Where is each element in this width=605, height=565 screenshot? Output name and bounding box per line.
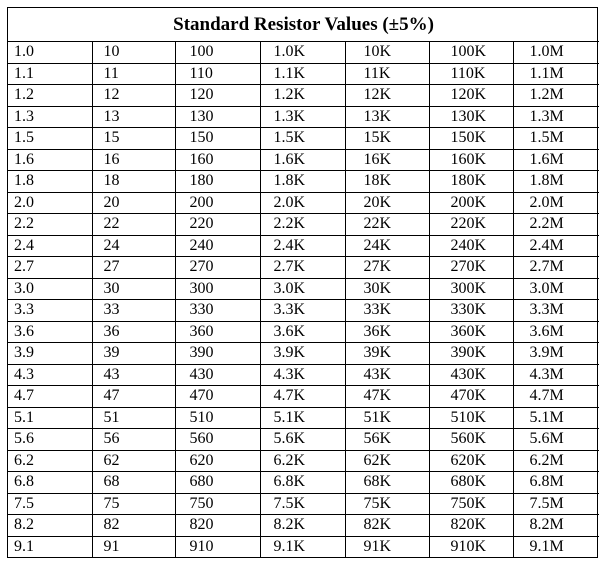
table-cell: 5.6K	[260, 429, 345, 451]
table-cell: 3.6K	[260, 321, 345, 343]
table-cell: 430	[175, 364, 260, 386]
table-cell: 130K	[429, 106, 513, 128]
table-cell: 820K	[429, 515, 513, 537]
table-cell: 22K	[345, 214, 429, 236]
table-cell: 10K	[345, 42, 429, 64]
table-cell: 1.2K	[260, 85, 345, 107]
table-cell: 1.3M	[513, 106, 599, 128]
table-cell: 3.3	[8, 300, 92, 322]
table-row	[8, 214, 599, 236]
table-cell: 1.2	[8, 85, 92, 107]
table-cell: 5.1	[8, 407, 92, 429]
table-cell: 13	[92, 106, 175, 128]
table-row	[8, 450, 599, 472]
table-cell: 3.3M	[513, 300, 599, 322]
table-cell: 510K	[429, 407, 513, 429]
table-row	[8, 149, 599, 171]
table-cell: 130	[175, 106, 260, 128]
table-cell: 1.2M	[513, 85, 599, 107]
table-cell: 15	[92, 128, 175, 150]
table-cell: 680K	[429, 472, 513, 494]
table-cell: 1.6	[8, 149, 92, 171]
table-cell: 11K	[345, 63, 429, 85]
table-cell: 1.8	[8, 171, 92, 193]
table-row	[8, 192, 599, 214]
table-cell: 6.2M	[513, 450, 599, 472]
table-cell: 1.1K	[260, 63, 345, 85]
table-cell: 2.4M	[513, 235, 599, 257]
table-cell: 750	[175, 493, 260, 515]
table-cell: 560K	[429, 429, 513, 451]
table-cell: 560	[175, 429, 260, 451]
table-cell: 100K	[429, 42, 513, 64]
table-cell: 4.7	[8, 386, 92, 408]
table-cell: 75K	[345, 493, 429, 515]
table-cell: 820	[175, 515, 260, 537]
table-cell: 27	[92, 257, 175, 279]
table-cell: 330	[175, 300, 260, 322]
table-cell: 390	[175, 343, 260, 365]
table-cell: 75	[92, 493, 175, 515]
table-cell: 7.5	[8, 493, 92, 515]
table-cell: 1.5	[8, 128, 92, 150]
table-cell: 1.6K	[260, 149, 345, 171]
table-cell: 3.9	[8, 343, 92, 365]
table-cell: 470K	[429, 386, 513, 408]
table-row	[8, 429, 599, 451]
table-cell: 2.4K	[260, 235, 345, 257]
table-cell: 360	[175, 321, 260, 343]
table-cell: 4.3	[8, 364, 92, 386]
table-cell: 62	[92, 450, 175, 472]
table-cell: 2.7M	[513, 257, 599, 279]
table-cell: 2.7	[8, 257, 92, 279]
table-cell: 30	[92, 278, 175, 300]
table-cell: 150K	[429, 128, 513, 150]
table-title: Standard Resistor Values (±5%)	[8, 8, 599, 42]
table-cell: 120K	[429, 85, 513, 107]
table-cell: 9.1	[8, 536, 92, 557]
table-cell: 1.0	[8, 42, 92, 64]
table-cell: 240K	[429, 235, 513, 257]
resistor-values-table	[8, 8, 599, 557]
table-cell: 47	[92, 386, 175, 408]
table-cell: 56K	[345, 429, 429, 451]
table-cell: 8.2M	[513, 515, 599, 537]
table-cell: 3.0M	[513, 278, 599, 300]
table-cell: 180	[175, 171, 260, 193]
table-body	[8, 42, 599, 558]
table-cell: 1.5M	[513, 128, 599, 150]
table-cell: 20K	[345, 192, 429, 214]
table-cell: 16	[92, 149, 175, 171]
table-cell: 33	[92, 300, 175, 322]
table-cell: 620	[175, 450, 260, 472]
table-row	[8, 321, 599, 343]
table-cell: 2.0	[8, 192, 92, 214]
table-cell: 300	[175, 278, 260, 300]
table-cell: 9.1M	[529, 537, 564, 555]
table-cell: 13K	[345, 106, 429, 128]
table-cell: 1.3	[8, 106, 92, 128]
table-cell: 1.0K	[260, 42, 345, 64]
table-cell: 2.0M	[513, 192, 599, 214]
table-cell: 390K	[429, 343, 513, 365]
table-row	[8, 536, 599, 557]
table-cell: 5.1K	[260, 407, 345, 429]
table-cell: 220	[175, 214, 260, 236]
table-cell: 39K	[345, 343, 429, 365]
table-row	[8, 106, 599, 128]
table-cell: 8.2K	[260, 515, 345, 537]
table-row	[8, 128, 599, 150]
table-cell: 2.2M	[513, 214, 599, 236]
table-cell: 1.8K	[260, 171, 345, 193]
table-cell: 91	[92, 536, 175, 557]
title-row	[8, 8, 599, 42]
table-cell: 62K	[345, 450, 429, 472]
table-cell: 43	[92, 364, 175, 386]
table-row	[8, 493, 599, 515]
table-cell: 150	[175, 128, 260, 150]
table-cell: 6.8	[8, 472, 92, 494]
table-cell: 220K	[429, 214, 513, 236]
table-cell: 3.6M	[513, 321, 599, 343]
table-cell: 39	[92, 343, 175, 365]
table-cell: 30K	[345, 278, 429, 300]
table-cell: 1.3K	[260, 106, 345, 128]
table-cell: 2.7K	[260, 257, 345, 279]
table-cell: 750K	[429, 493, 513, 515]
table-cell: 3.3K	[260, 300, 345, 322]
table-cell: 47K	[345, 386, 429, 408]
table-cell: 4.7K	[260, 386, 345, 408]
table-cell: 82K	[345, 515, 429, 537]
table-cell: 330K	[429, 300, 513, 322]
table-cell: 9.1K	[260, 536, 345, 557]
table-cell: 3.9M	[513, 343, 599, 365]
table-cell: 22	[92, 214, 175, 236]
table-row	[8, 42, 599, 64]
table-cell: 360K	[429, 321, 513, 343]
table-cell: 200K	[429, 192, 513, 214]
table-cell: 680	[175, 472, 260, 494]
table-cell: 5.6M	[513, 429, 599, 451]
table-cell: 910K	[429, 536, 513, 557]
table-cell: 3.0K	[260, 278, 345, 300]
table-cell: 91K	[345, 536, 429, 557]
table-cell: 430K	[429, 364, 513, 386]
table-cell: 240	[175, 235, 260, 257]
table-cell: 100	[175, 42, 260, 64]
table-cell: 6.8M	[513, 472, 599, 494]
table-cell: 7.5M	[513, 493, 599, 515]
table-cell: 470	[175, 386, 260, 408]
table-cell: 18	[92, 171, 175, 193]
table-row	[8, 407, 599, 429]
table-row	[8, 278, 599, 300]
table-cell: 6.2K	[260, 450, 345, 472]
table-cell: 51	[92, 407, 175, 429]
table-row	[8, 515, 599, 537]
table-row	[8, 257, 599, 279]
table-row	[8, 343, 599, 365]
table-cell: 300K	[429, 278, 513, 300]
table-cell: 8.2	[8, 515, 92, 537]
table-cell: 36K	[345, 321, 429, 343]
table-row	[8, 171, 599, 193]
table-cell: 24K	[345, 235, 429, 257]
table-row	[8, 85, 599, 107]
table-row	[8, 63, 599, 85]
table-cell: 11	[92, 63, 175, 85]
table-cell: 200	[175, 192, 260, 214]
table-cell: 270K	[429, 257, 513, 279]
table-cell: 1.0M	[513, 42, 599, 64]
table-row	[8, 364, 599, 386]
table-cell: 110	[175, 63, 260, 85]
table-cell: 12K	[345, 85, 429, 107]
table-cell: 910	[175, 536, 260, 557]
table-cell: 68	[92, 472, 175, 494]
table-cell: 1.1	[8, 63, 92, 85]
table-cell: 15K	[345, 128, 429, 150]
table-cell: 43K	[345, 364, 429, 386]
table-cell: 3.6	[8, 321, 92, 343]
table-cell: 56	[92, 429, 175, 451]
table-cell: 2.2	[8, 214, 92, 236]
table-cell: 18K	[345, 171, 429, 193]
table-cell: 5.6	[8, 429, 92, 451]
table-row	[8, 235, 599, 257]
table-row	[8, 386, 599, 408]
table-row	[8, 472, 599, 494]
table-cell: 7.5K	[260, 493, 345, 515]
table-cell: 4.3M	[513, 364, 599, 386]
table-cell: 10	[92, 42, 175, 64]
table-cell: 270	[175, 257, 260, 279]
table-cell: 68K	[345, 472, 429, 494]
table-cell: 24	[92, 235, 175, 257]
table-cell: 4.3K	[260, 364, 345, 386]
table-cell: 51K	[345, 407, 429, 429]
table-cell: 33K	[345, 300, 429, 322]
table-cell: 36	[92, 321, 175, 343]
table-cell: 3.9K	[260, 343, 345, 365]
table-cell: 1.6M	[513, 149, 599, 171]
table-cell: 160K	[429, 149, 513, 171]
table-cell: 20	[92, 192, 175, 214]
table-cell: 1.5K	[260, 128, 345, 150]
table-cell: 620K	[429, 450, 513, 472]
table-cell: 3.0	[8, 278, 92, 300]
table-cell: 82	[92, 515, 175, 537]
table-cell: 160	[175, 149, 260, 171]
table-row	[8, 300, 599, 322]
table-cell: 1.1M	[513, 63, 599, 85]
table-cell: 27K	[345, 257, 429, 279]
resistor-values-table-frame	[7, 7, 598, 558]
table-cell: 6.2	[8, 450, 92, 472]
table-cell: 5.1M	[513, 407, 599, 429]
table-cell: 2.0K	[260, 192, 345, 214]
table-cell: 510	[175, 407, 260, 429]
table-cell: 2.2K	[260, 214, 345, 236]
table-cell: 1.8M	[513, 171, 599, 193]
table-cell: 16K	[345, 149, 429, 171]
table-cell: 110K	[429, 63, 513, 85]
table-cell: 120	[175, 85, 260, 107]
table-cell: 180K	[429, 171, 513, 193]
table-cell: 6.8K	[260, 472, 345, 494]
table-cell: 2.4	[8, 235, 92, 257]
table-cell: 4.7M	[513, 386, 599, 408]
table-cell: 12	[92, 85, 175, 107]
